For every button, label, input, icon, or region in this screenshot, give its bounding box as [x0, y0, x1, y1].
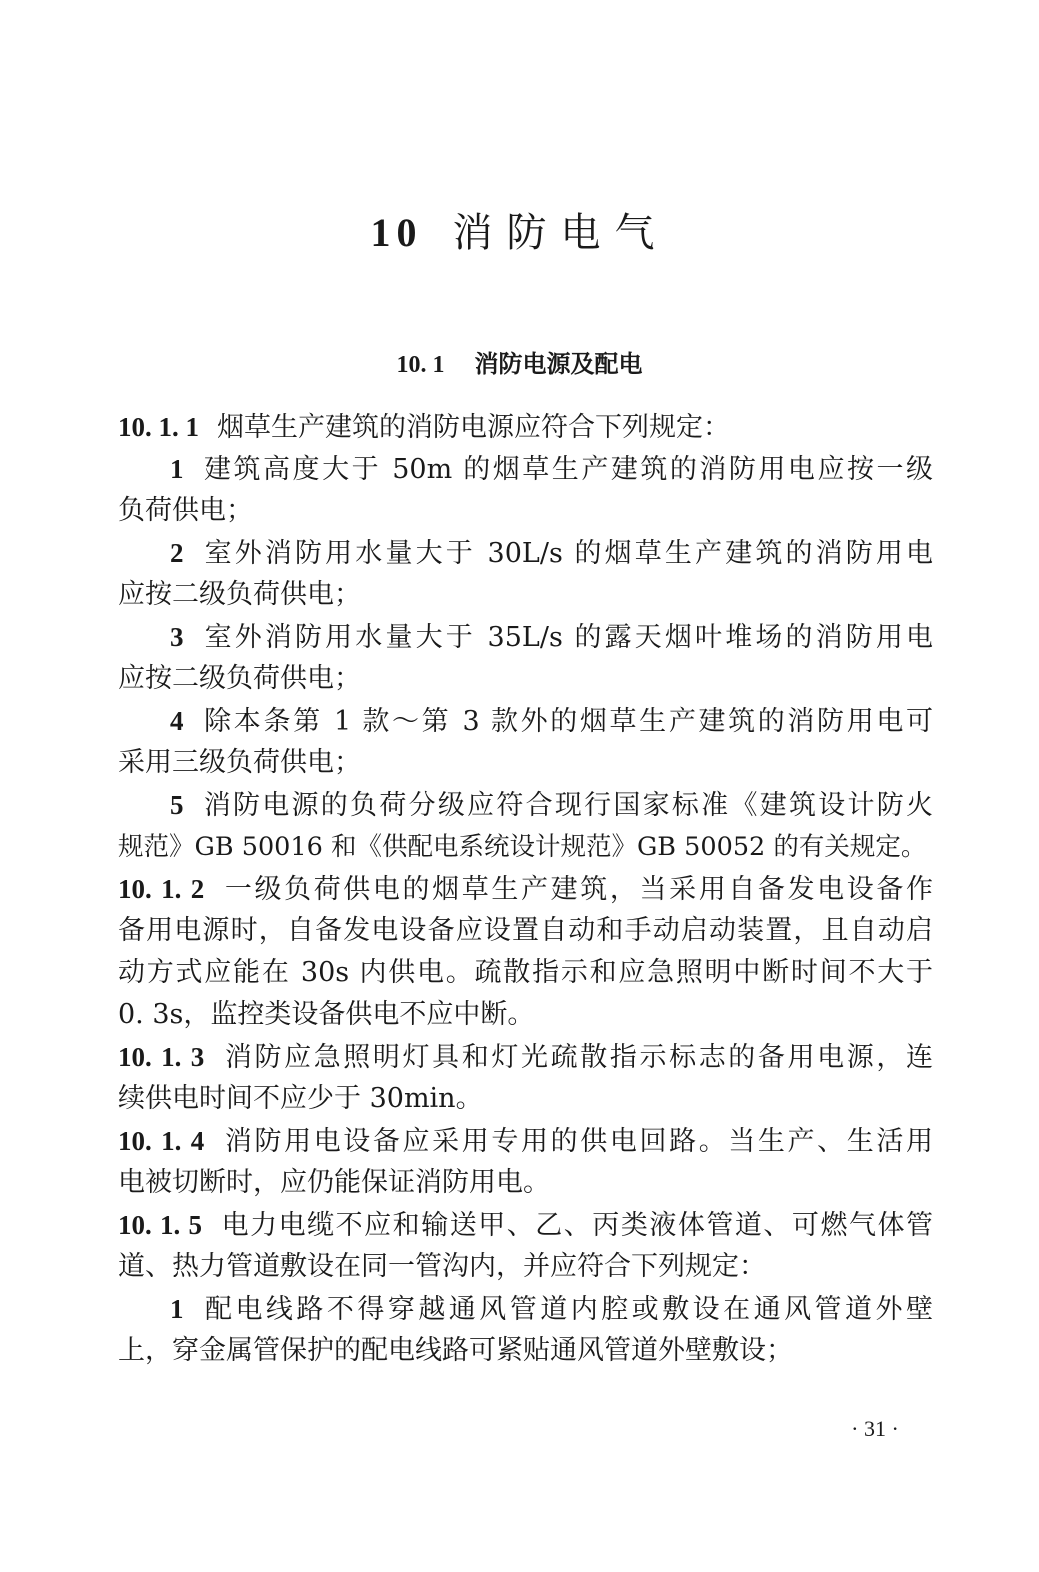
section-number: 10. 1 — [396, 352, 445, 378]
item-number: 1 — [170, 454, 184, 484]
page-number: · 31 · — [851, 1416, 899, 1441]
line-text: 消防应急照明灯具和灯光疏散指示标志的备用电源，连 — [222, 1042, 934, 1073]
line-text: 上，穿金属管保护的配电线路可紧贴通风管道外壁敷设； — [118, 1335, 793, 1366]
line-text: 电被切断时，应仍能保证消防用电。 — [118, 1167, 550, 1198]
line-text: 备用电源时，自备发电设备应设置自动和手动启动装置，且自动启 — [118, 915, 933, 946]
line-text: 除本条第 1 款～第 3 款外的烟草生产建筑的消防用电可 — [201, 706, 933, 737]
text-line — [118, 868, 933, 910]
text-line — [118, 784, 933, 826]
item-number: 2 — [170, 538, 184, 568]
text-line — [118, 1288, 933, 1330]
text-line — [118, 1162, 933, 1204]
line-text: 配电线路不得穿越通风管道内腔或敷设在通风管道外壁 — [201, 1294, 933, 1325]
line-text: 负荷供电； — [118, 495, 253, 526]
section-heading — [0, 344, 1039, 385]
text-line — [118, 952, 933, 994]
text-line — [118, 700, 933, 742]
line-text: 应按二级负荷供电； — [118, 579, 361, 610]
text-line — [118, 490, 933, 532]
item-number: 3 — [170, 622, 184, 652]
chapter-heading — [0, 205, 1039, 261]
text-line — [118, 574, 933, 616]
line-text: 消防电源的负荷分级应符合现行国家标准《建筑设计防火 — [201, 790, 933, 821]
text-line — [118, 1330, 933, 1372]
item-number: 4 — [170, 706, 184, 736]
line-text: 动方式应能在 30s 内供电。疏散指示和应急照明中断时间不大于 — [118, 957, 933, 988]
line-text: 烟草生产建筑的消防电源应符合下列规定： — [217, 412, 730, 443]
item-number: 5 — [170, 790, 184, 820]
line-text: 采用三级负荷供电； — [118, 747, 361, 778]
text-line — [118, 1204, 933, 1246]
clause-number: 10. 1. 5 — [118, 1210, 203, 1240]
text-line — [118, 406, 933, 448]
line-text: 应按二级负荷供电； — [118, 663, 361, 694]
line-text: 建筑高度大于 50m 的烟草生产建筑的消防用电应按一级 — [201, 454, 933, 485]
text-line — [118, 1036, 933, 1078]
text-line — [118, 742, 933, 784]
text-line — [118, 448, 933, 490]
line-text: 规范》GB 50016 和《供配电系统设计规范》GB 50052 的有关规定。 — [118, 832, 927, 862]
line-text: 一级负荷供电的烟草生产建筑，当采用自备发电设备作 — [222, 874, 934, 905]
text-line — [118, 994, 933, 1036]
clause-number: 10. 1. 1 — [118, 412, 199, 442]
clause-number: 10. 1. 2 — [118, 874, 205, 904]
line-text: 道、热力管道敷设在同一管沟内，并应符合下列规定： — [118, 1251, 766, 1282]
text-line — [118, 1246, 933, 1288]
line-text: 消防用电设备应采用专用的供电回路。当生产、生活用 — [222, 1126, 934, 1157]
text-line — [118, 826, 933, 868]
line-text: 续供电时间不应少于 30min。 — [118, 1083, 483, 1114]
text-line — [118, 1120, 933, 1162]
text-line — [118, 658, 933, 700]
chapter-number: 10 — [370, 210, 423, 255]
text-line — [118, 1078, 933, 1120]
section-title: 消防电源及配电 — [474, 350, 643, 378]
line-text: 室外消防用水量大于 30L/s 的烟草生产建筑的消防用电 — [201, 538, 933, 569]
clause-number: 10. 1. 3 — [118, 1042, 205, 1072]
clause-number: 10. 1. 4 — [118, 1126, 205, 1156]
text-line — [118, 910, 933, 952]
line-text: 0. 3s，监控类设备供电不应中断。 — [118, 999, 535, 1030]
text-line — [118, 532, 933, 574]
line-text: 电力电缆不应和输送甲、乙、丙类液体管道、可燃气体管 — [220, 1210, 934, 1241]
body-text — [118, 406, 933, 1372]
chapter-title: 消防电气 — [452, 210, 669, 256]
text-line — [118, 616, 933, 658]
line-text: 室外消防用水量大于 35L/s 的露天烟叶堆场的消防用电 — [201, 622, 933, 653]
item-number: 1 — [170, 1294, 184, 1324]
